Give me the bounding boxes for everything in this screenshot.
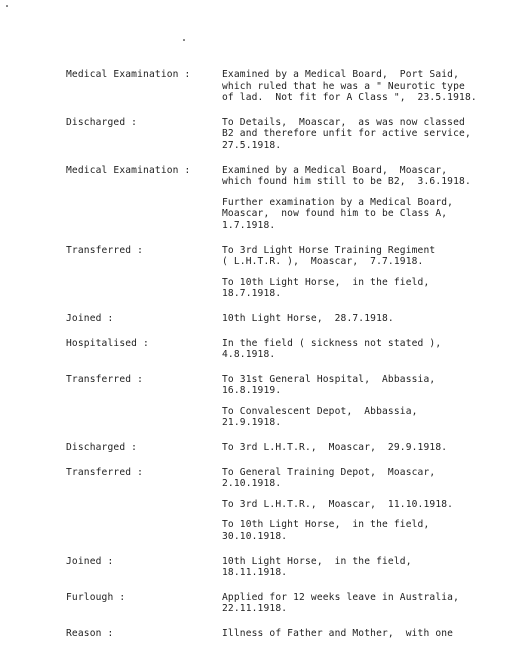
entry-label: Discharged : [66, 442, 138, 454]
entry-text-line: 30.10.1918. [222, 531, 288, 543]
service-record-entries [66, 69, 506, 653]
entry-text-line: Illness of Father and Mother, with one [222, 628, 454, 639]
entry-details [222, 313, 506, 325]
record-entry [66, 338, 506, 361]
entry-paragraph [222, 467, 506, 490]
entry-details [222, 467, 506, 543]
record-entry [66, 245, 506, 300]
entry-details [222, 165, 506, 232]
record-entry [66, 117, 506, 152]
entry-paragraph [222, 556, 506, 579]
entry-details [222, 338, 506, 361]
entry-paragraph [222, 406, 506, 429]
entry-text-line: which found him still to be B2, 3.6.1918. [222, 176, 471, 188]
record-entry [66, 165, 506, 232]
entry-label: Joined : [66, 555, 114, 567]
entry-text-line: To 3rd L.H.T.R., Moascar, 11.10.1918. [222, 498, 454, 510]
scan-speck [6, 5, 8, 7]
entry-paragraph [222, 69, 506, 104]
entry-paragraph [222, 628, 506, 640]
entry-text-line: Applied for 12 weeks leave in Australia, [222, 591, 460, 603]
entry-paragraph [222, 592, 506, 615]
entry-details [222, 117, 506, 152]
entry-text-line: which ruled that he was a " Neurotic type [222, 80, 465, 92]
entry-text-line: 10th Light Horse, 28.7.1918. [222, 312, 394, 324]
entry-text-line: B2 and therefore unfit for active service, [222, 128, 471, 140]
entry-paragraph [222, 117, 506, 152]
entry-label: Furlough : [66, 591, 126, 603]
entry-label: Hospitalised : [66, 337, 149, 349]
entry-paragraph [222, 277, 506, 300]
entry-label: Transferred : [66, 373, 144, 385]
record-entry [66, 628, 506, 640]
entry-text-line: To 3rd L.H.T.R., Moascar, 29.9.1918. [222, 442, 448, 454]
entry-text-line: Further examination by a Medical Board, [222, 196, 454, 208]
entry-text-line: 27.5.1918. [222, 139, 282, 151]
entry-text-line: of lad. Not fit for A Class ", 23.5.1918. [222, 92, 477, 104]
entry-paragraph [222, 374, 506, 397]
entry-paragraph [222, 165, 506, 188]
entry-paragraph [222, 519, 506, 542]
entry-text-line: 2.10.1918. [222, 478, 282, 490]
entry-text-line: 16.8.1919. [222, 385, 282, 397]
entry-text-line: In the field ( sickness not stated ), [222, 337, 442, 349]
entry-text-line: Examined by a Medical Board, Port Said, [222, 69, 460, 80]
entry-paragraph [222, 197, 506, 232]
entry-details [222, 628, 506, 640]
entry-label: Medical Examination : [66, 69, 191, 80]
entry-label: Discharged : [66, 116, 138, 128]
entry-text-line: To 3rd Light Horse Training Regiment [222, 244, 436, 256]
entry-paragraph [222, 338, 506, 361]
entry-details [222, 556, 506, 579]
entry-text-line: To 31st General Hospital, Abbassia, [222, 373, 436, 385]
entry-paragraph [222, 245, 506, 268]
entry-text-line: 21.9.1918. [222, 417, 282, 429]
entry-details [222, 442, 506, 454]
scan-speck [183, 39, 185, 41]
entry-text-line: 18.11.1918. [222, 567, 288, 579]
entry-text-line: 4.8.1918. [222, 349, 276, 361]
record-entry [66, 467, 506, 543]
entry-text-line: 1.7.1918. [222, 219, 276, 231]
entry-label: Reason : [66, 628, 114, 639]
entry-text-line: 18.7.1918. [222, 288, 282, 300]
entry-text-line: Examined by a Medical Board, Moascar, [222, 164, 448, 176]
entry-label: Transferred : [66, 466, 144, 478]
entry-label: Medical Examination : [66, 164, 191, 176]
entry-paragraph [222, 499, 506, 511]
entry-text-line: To Convalescent Depot, Abbassia, [222, 405, 418, 417]
entry-label: Joined : [66, 312, 114, 324]
entry-label: Transferred : [66, 244, 144, 256]
record-entry [66, 313, 506, 325]
record-entry [66, 442, 506, 454]
entry-text-line: To Details, Moascar, as was now classed [222, 116, 465, 128]
record-entry [66, 69, 506, 104]
entry-text-line: ( L.H.T.R. ), Moascar, 7.7.1918. [222, 256, 424, 268]
record-entry [66, 592, 506, 615]
entry-details [222, 245, 506, 300]
entry-details [222, 592, 506, 615]
entry-text-line: To 10th Light Horse, in the field, [222, 519, 430, 531]
entry-text-line: To General Training Depot, Moascar, [222, 466, 436, 478]
entry-details [222, 69, 506, 104]
entry-text-line: To 10th Light Horse, in the field, [222, 276, 430, 288]
record-entry [66, 556, 506, 579]
entry-paragraph [222, 313, 506, 325]
record-entry [66, 374, 506, 429]
entry-details [222, 374, 506, 429]
entry-text-line: 22.11.1918. [222, 603, 288, 615]
entry-text-line: 10th Light Horse, in the field, [222, 555, 412, 567]
entry-text-line: Moascar, now found him to be Class A, [222, 208, 448, 220]
entry-paragraph [222, 442, 506, 454]
